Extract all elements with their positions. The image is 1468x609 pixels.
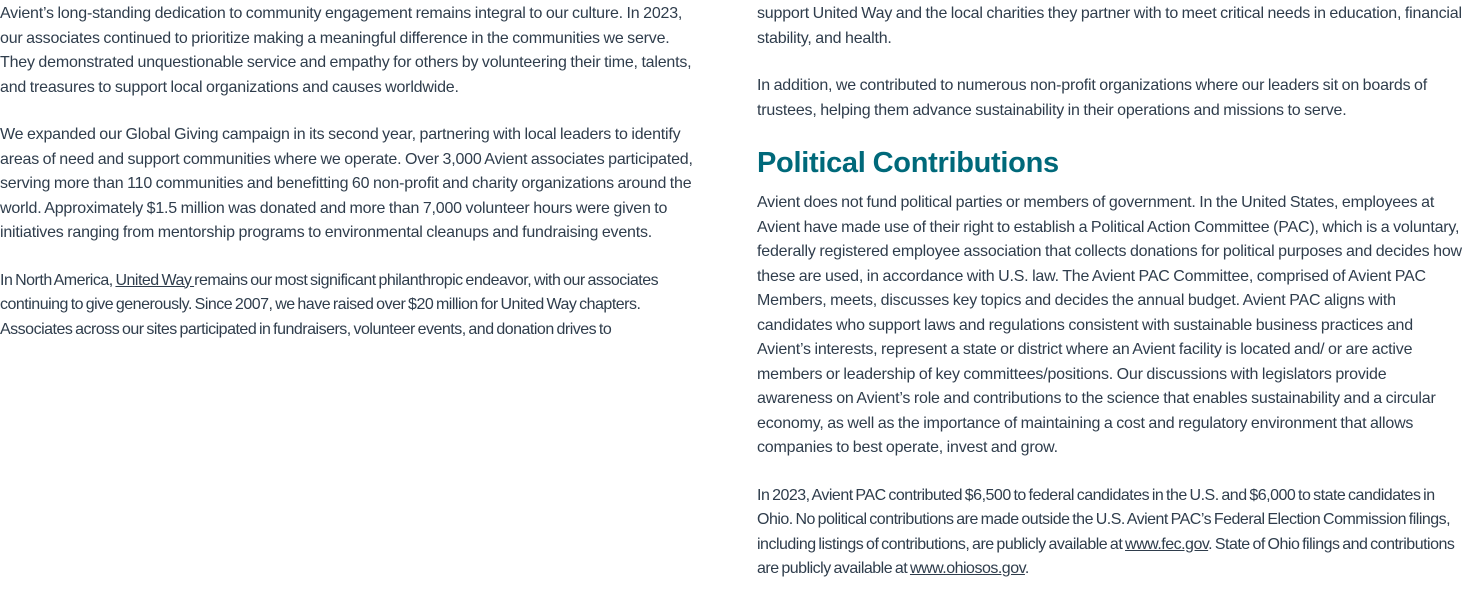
paragraph-global-giving: We expanded our Global Giving campaign in its second year, partnering with local leaders to identify areas of need and support communities where we operate. Over 3,000 Avient associates participated, serving more than 110 communities and benefitting 60 non-profit and charity organizations around the world. Approximately $1.5 million was donated and more than 7,000 volunteer hours were given to initiatives ranging from mentorship programs to environmental cleanups and fundraising events. <box>0 126 693 241</box>
pac-contributions-text-after: . <box>1024 560 1029 577</box>
united-way-link[interactable]: United Way <box>115 271 195 289</box>
united-way-text-before: In North America, <box>0 271 116 289</box>
ohiosos-gov-link[interactable]: www.ohiosos.gov <box>909 560 1025 577</box>
paragraph-united-way <box>0 269 702 343</box>
left-column <box>0 2 702 365</box>
paragraph-pac-overview: Avient does not fund political parties or members of government. In the United States, employees at Avient have made use of their right to establish a Political Action Committee (PAC), which is a voluntary, federally registered employee association that collects donations for political purposes and decides how these are used, in accordance with U.S. law. The Avient PAC Committee, comprised of Avient PAC Members, meets, discusses key topics and decides the annual budget. Avient PAC aligns with candidates who support laws and regulations consistent with sustainable business practices and Avient’s interests, represent a state or district where an Avient facility is located and/ or are active members or leadership of key committees/positions. Our discussions with legislators provide awareness on Avient’s role and contributions to the science that enables sustainability and a circular economy, as well as the importance of maintaining a cost and regulatory environment that allows companies to best operate, invest and grow. <box>757 194 1462 456</box>
paragraph-community-engagement: Avient’s long-standing dedication to community engagement remains integral to our culture. In 2023, our associates continued to prioritize making a meaningful difference in the communities we serve. They demonstrated unquestionable service and empathy for others by volunteering their time, talents, and treasures to support local organizations and causes worldwide. <box>0 5 692 96</box>
pac-contributions-text-mid: . State of Ohio filings and contributions are publicly available at <box>757 535 1455 577</box>
paragraph-pac-contributions <box>757 484 1463 582</box>
political-contributions-heading: Political Contributions <box>757 147 1059 179</box>
paragraph-united-way-continued: support United Way and the local charities they partner with to meet critical needs in education, financial stability, and health. <box>757 5 1462 47</box>
paragraph-nonprofit-boards: In addition, we contributed to numerous non-profit organizations where our leaders sit on boards of trustees, helping them advance sustainability in their operations and missions to serve. <box>757 77 1427 119</box>
pac-contributions-text-before: In 2023, Avient PAC contributed $6,500 to federal candidates in the U.S. and $6,000 to state candidates in Ohio. No political contributions are made outside the U.S. Avient PAC’s Federal Election Commission filings, including listings of contributions, are publicly available at <box>757 486 1451 553</box>
right-column <box>757 2 1463 605</box>
fec-gov-link[interactable]: www.fec.gov <box>1125 535 1209 553</box>
united-way-text-after: remains our most significant philanthropic endeavor, with our associates continuing to give generously. Since 2007, we have raised over $20 million for United Way chapters. Associates across our sites participated in fundraisers, volunteer events, and donation drives to <box>0 271 659 338</box>
